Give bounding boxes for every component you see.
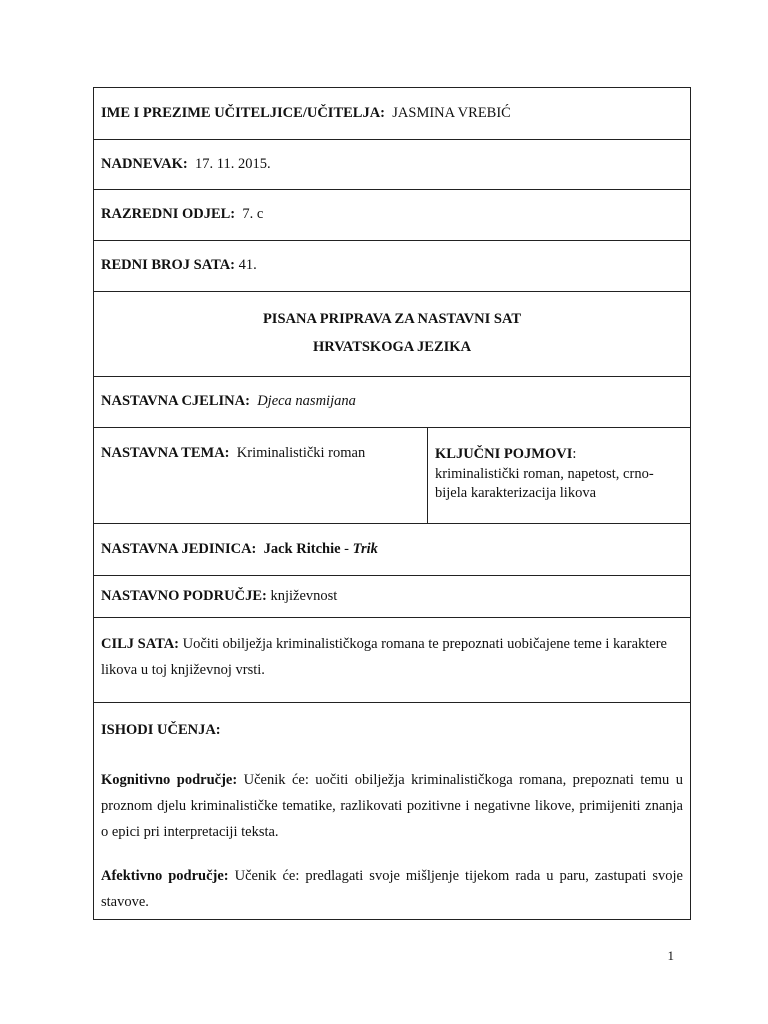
lesson-number-cell <box>94 241 691 292</box>
area-value: književnost <box>270 587 338 604</box>
page-number: 1 <box>667 948 674 963</box>
key-terms-label: KLJUČNI POJMOVI <box>435 446 573 462</box>
area-label: NASTAVNO PODRUČJE: <box>101 587 267 604</box>
teacher-cell <box>94 88 691 140</box>
cognitive-paragraph <box>101 767 683 845</box>
date-label: NADNEVAK: <box>101 155 188 172</box>
topic-cell <box>94 428 428 524</box>
cognitive-label: Kognitivno područje: <box>101 772 238 788</box>
outcomes-row <box>94 703 691 920</box>
affective-label: Afektivno područje: <box>101 868 229 884</box>
key-terms-value: kriminalistički roman, napetost, crno-bijela karakterizacija likova <box>435 465 654 502</box>
date-cell <box>94 140 691 190</box>
teaching-unit-label: NASTAVNA JEDINICA: <box>101 540 257 557</box>
goal-row <box>94 618 691 703</box>
lesson-number-label: REDNI BROJ SATA: <box>101 257 236 274</box>
unit-value: Djeca nasmijana <box>257 393 356 410</box>
teacher-label: IME I PREZIME UČITELJICE/UČITELJA: <box>101 104 386 121</box>
teaching-unit-work: Trik <box>352 540 378 557</box>
goal-value: Uočiti obilježja kriminalističkoga romana te prepoznati uobičajene teme i karaktere likova u toj književnoj vrsti. <box>101 636 667 678</box>
cognitive-text: Učenik će: uočiti obilježja kriminalističkoga romana, prepoznati temu u proznom djelu kriminalističke tematike, razlikovati pozitivne i negativne likove, primijeniti znanja o epici pri interpretaciji teksta. <box>101 772 684 840</box>
teacher-row <box>94 88 691 140</box>
unit-cell <box>94 377 691 428</box>
key-terms-colon: : <box>572 446 577 462</box>
area-cell <box>94 576 691 618</box>
class-row <box>94 190 691 241</box>
unit-label: NASTAVNA CJELINA: <box>101 393 250 410</box>
title-cell <box>94 292 691 377</box>
topic-row <box>94 428 691 524</box>
teacher-value: JASMINA VREBIĆ <box>392 104 511 121</box>
date-value: 17. 11. 2015. <box>195 155 271 172</box>
lesson-number-value: 41. <box>238 257 257 274</box>
goal-label: CILJ SATA: <box>101 636 180 652</box>
teaching-unit-cell <box>94 524 691 576</box>
title-line-1: PISANA PRIPRAVA ZA NASTAVNI SAT <box>262 311 522 328</box>
lesson-plan-table <box>93 87 691 920</box>
teaching-unit-row <box>94 524 691 576</box>
class-value: 7. c <box>242 206 264 223</box>
outcomes-label: ISHODI UČENJA: <box>101 722 221 738</box>
teaching-unit-author: Jack Ritchie <box>263 540 341 557</box>
class-cell <box>94 190 691 241</box>
class-label: RAZREDNI ODJEL: <box>101 206 236 223</box>
topic-value: Kriminalistički roman <box>236 445 366 461</box>
affective-paragraph <box>101 863 683 915</box>
goal-cell <box>94 618 691 703</box>
title-line-2: HRVATSKOGA JEZIKA <box>312 339 472 355</box>
date-row <box>94 140 691 190</box>
key-terms-cell <box>428 428 691 524</box>
lesson-number-row <box>94 241 691 292</box>
outcomes-cell <box>94 703 691 920</box>
area-row <box>94 576 691 618</box>
topic-label: NASTAVNA TEMA: <box>101 445 230 461</box>
title-row <box>94 292 691 377</box>
unit-row <box>94 377 691 428</box>
affective-text: Učenik će: predlagati svoje mišljenje tijekom rada u paru, zastupati svoje stavove. <box>101 868 683 910</box>
teaching-unit-dash: - <box>340 540 353 557</box>
